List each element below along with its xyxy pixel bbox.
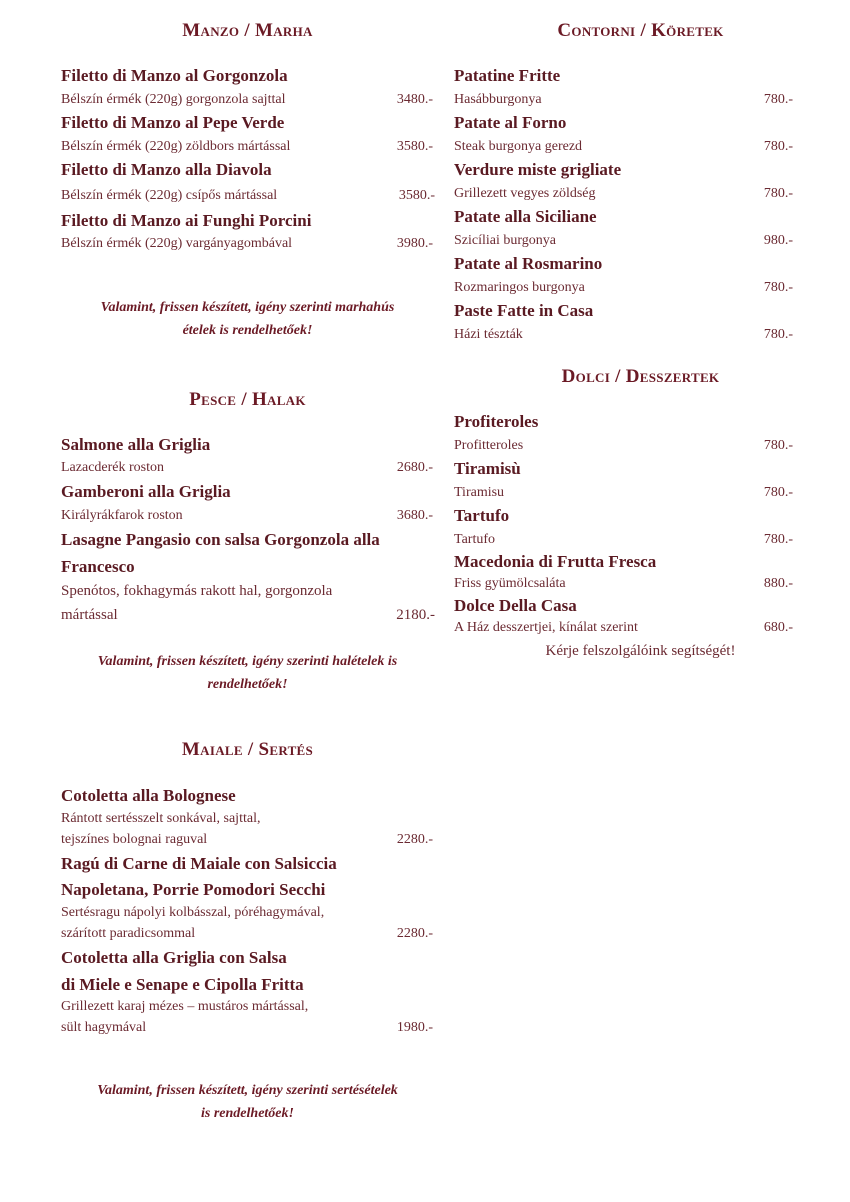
item-title: Filetto di Manzo al Gorgonzola: [61, 66, 288, 85]
note-line: is rendelhetőek!: [201, 1106, 294, 1121]
item-price: 3680.-: [396, 508, 433, 523]
item-title: Filetto di Manzo al Pepe Verde: [61, 113, 285, 132]
item-desc: Bélszín érmék (220g) zöldbors mártással: [61, 139, 291, 154]
item-desc: sült hagymával: [61, 1020, 147, 1035]
item-desc: Friss gyümölcsaláta: [454, 576, 566, 591]
item-title: Patate al Rosmarino: [454, 254, 603, 273]
item-desc: Tiramisu: [454, 485, 505, 500]
item-desc: Tartufo: [454, 532, 496, 547]
note-line: Valamint, frissen készített, igény szerinti halételek is: [97, 654, 398, 669]
item-title: Patate alla Siciliane: [454, 207, 597, 226]
item-desc: Rántott sertésszelt sonkával, sajttal,: [61, 811, 261, 826]
item-title: Cotoletta alla Griglia con Salsa: [61, 948, 287, 967]
item-price: 3580.-: [398, 188, 435, 203]
item-desc: Grillezett karaj mézes – mustáros mártással,: [61, 999, 309, 1014]
item-title: di Miele e Senape e Cipolla Fritta: [61, 975, 304, 994]
section-heading-maiale: Maiale / Sertés: [181, 739, 314, 760]
item-price: 2280.-: [396, 832, 433, 847]
item-title: Gamberoni alla Griglia: [61, 482, 231, 501]
item-title: Verdure miste grigliate: [454, 160, 622, 179]
section-note-manzo: [45, 296, 450, 342]
dolci-footer-note: Kérje felszolgálóink segítségét!: [545, 643, 736, 659]
item-desc: A Ház desszertjei, kínálat szerint: [454, 620, 638, 635]
item-desc: Királyrákfarok roston: [61, 508, 183, 523]
item-title: Profiteroles: [454, 412, 539, 431]
item-price: 3580.-: [396, 139, 433, 154]
item-price: 3980.-: [396, 236, 433, 251]
item-desc: Bélszín érmék (220g) vargányagombával: [61, 236, 293, 251]
item-price: 780.-: [763, 92, 793, 107]
item-price: 2180.-: [396, 607, 435, 623]
item-title: Ragú di Carne di Maiale con Salsiccia: [61, 854, 337, 873]
item-desc: Profitteroles: [454, 438, 524, 453]
section-heading-contorni: Contorni / Köretek: [557, 20, 724, 41]
item-price: 880.-: [763, 576, 793, 591]
item-desc: Grillezett vegyes zöldség: [454, 186, 596, 201]
item-desc: Lazacderék roston: [61, 460, 164, 475]
note-line: ételek is rendelhetőek!: [182, 323, 313, 338]
item-title: Patatine Fritte: [454, 66, 561, 85]
item-title: Dolce Della Casa: [454, 596, 577, 615]
note-line: rendelhetőek!: [207, 677, 288, 692]
item-price: 780.-: [763, 186, 793, 201]
item-desc: Spenótos, fokhagymás rakott hal, gorgonzola: [61, 583, 333, 599]
note-line: Valamint, frissen készített, igény szerinti sertésételek: [97, 1083, 398, 1098]
item-title: Salmone alla Griglia: [61, 435, 211, 454]
item-price: 780.-: [763, 485, 793, 500]
item-price: 780.-: [763, 438, 793, 453]
section-heading-dolci: Dolci / Desszertek: [561, 366, 720, 387]
item-title: Patate al Forno: [454, 113, 567, 132]
item-price: 980.-: [763, 233, 793, 248]
item-desc: Hasábburgonya: [454, 92, 542, 107]
section-note-pesce: [45, 650, 450, 696]
item-desc: szárított paradicsommal: [61, 926, 196, 941]
item-desc: Steak burgonya gerezd: [454, 139, 583, 154]
item-price: 2280.-: [396, 926, 433, 941]
item-title: Francesco: [61, 557, 135, 576]
section-heading-pesce: Pesce / Halak: [189, 389, 306, 410]
item-title: Cotoletta alla Bolognese: [61, 786, 236, 805]
item-price: 780.-: [763, 139, 793, 154]
item-desc: Szicíliai burgonya: [454, 233, 556, 248]
item-title: Tartufo: [454, 506, 510, 525]
item-price: 2680.-: [396, 460, 433, 475]
item-desc: Sertésragu nápolyi kolbásszal, póréhagymával,: [61, 905, 325, 920]
section-note-maiale: [45, 1079, 450, 1125]
item-price: 680.-: [763, 620, 793, 635]
item-desc: Bélszín érmék (220g) csípős mártással: [61, 188, 278, 203]
section-heading-manzo: Manzo / Marha: [182, 20, 313, 41]
item-price: 780.-: [763, 532, 793, 547]
item-title: Filetto di Manzo ai Funghi Porcini: [61, 211, 312, 230]
note-line: Valamint, frissen készített, igény szerinti marhahús: [100, 300, 395, 315]
item-price: 3480.-: [396, 92, 433, 107]
item-title: Tiramisù: [454, 459, 521, 478]
item-title: Lasagne Pangasio con salsa Gorgonzola alla: [61, 530, 380, 549]
item-desc: mártással: [61, 607, 118, 623]
item-title: Filetto di Manzo alla Diavola: [61, 160, 272, 179]
item-desc: Rozmaringos burgonya: [454, 280, 585, 295]
item-price: 780.-: [763, 280, 793, 295]
item-desc: Házi tészták: [454, 327, 523, 342]
item-desc: tejszínes bolognai raguval: [61, 832, 208, 847]
item-price: 1980.-: [396, 1020, 433, 1035]
item-title: Macedonia di Frutta Fresca: [454, 552, 657, 571]
item-price: 780.-: [763, 327, 793, 342]
item-desc: Bélszín érmék (220g) gorgonzola sajttal: [61, 92, 286, 107]
item-title: Paste Fatte in Casa: [454, 301, 594, 320]
item-title: Napoletana, Porrie Pomodori Secchi: [61, 880, 326, 899]
